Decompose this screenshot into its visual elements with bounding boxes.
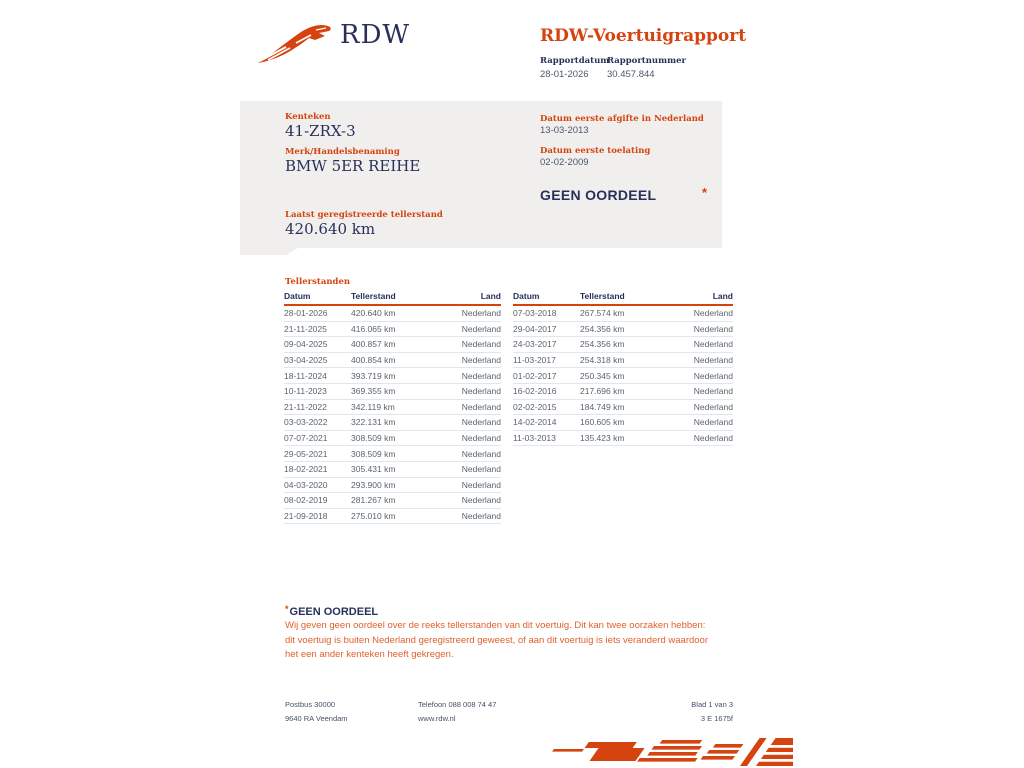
cell-tellerstand: 342.119 km bbox=[351, 401, 395, 412]
cell-datum: 11-03-2013 bbox=[513, 433, 556, 444]
cell-tellerstand: 217.696 km bbox=[580, 386, 625, 397]
rdw-wordmark: RDW bbox=[340, 20, 411, 50]
cell-land: Nederland bbox=[461, 448, 501, 459]
cell-datum: 29-04-2017 bbox=[513, 323, 557, 334]
cell-tellerstand: 184.749 km bbox=[580, 401, 625, 412]
table-row bbox=[513, 400, 733, 416]
eerste-afgifte-value: 13-03-2013 bbox=[540, 125, 589, 136]
cell-datum: 29-05-2021 bbox=[284, 448, 328, 459]
table-row bbox=[284, 384, 501, 400]
kenteken-value: 41-ZRX-3 bbox=[285, 122, 356, 140]
cell-datum: 04-03-2020 bbox=[284, 479, 328, 490]
cell-tellerstand: 322.131 km bbox=[351, 417, 396, 428]
footnote-heading bbox=[285, 604, 378, 618]
table-row bbox=[284, 353, 501, 369]
cell-datum: 07-03-2018 bbox=[513, 308, 557, 319]
speed-lines-graphic-icon bbox=[545, 736, 793, 768]
cell-land: Nederland bbox=[461, 355, 501, 366]
table-row bbox=[513, 306, 733, 322]
cell-datum: 02-02-2015 bbox=[513, 401, 557, 412]
table-row bbox=[284, 337, 501, 353]
table-header-row bbox=[513, 291, 733, 306]
cell-datum: 03-03-2022 bbox=[284, 417, 328, 428]
table-row bbox=[513, 368, 733, 384]
cell-tellerstand: 308.509 km bbox=[351, 433, 396, 444]
cell-land: Nederland bbox=[461, 495, 501, 506]
cell-tellerstand: 308.509 km bbox=[351, 448, 396, 459]
cell-datum: 01-02-2017 bbox=[513, 370, 557, 381]
table-row bbox=[284, 493, 501, 509]
cell-tellerstand: 267.574 km bbox=[580, 308, 625, 319]
cell-datum: 18-02-2021 bbox=[284, 464, 328, 475]
cell-land: Nederland bbox=[461, 417, 501, 428]
cell-tellerstand: 369.355 km bbox=[351, 386, 396, 397]
table-row bbox=[284, 478, 501, 494]
cell-datum: 21-09-2018 bbox=[284, 511, 328, 522]
cell-land: Nederland bbox=[693, 323, 733, 334]
cell-land: Nederland bbox=[461, 308, 501, 319]
cell-land: Nederland bbox=[461, 386, 501, 397]
column-header-datum: Datum bbox=[284, 291, 311, 301]
table-row bbox=[284, 400, 501, 416]
footer-phone: Telefoon 088 008 74 47 bbox=[418, 700, 497, 709]
cell-land: Nederland bbox=[693, 386, 733, 397]
footnote-text: Wij geven geen oordeel over de reeks tellerstanden van dit voertuig. Dit kan twee oorzaken hebben: dit voertuig is buiten Nederland geregistreerd geweest, of aan dit voertuig is iets veranderd waardoor het een ander kenteken heeft gekregen. bbox=[285, 620, 708, 660]
cell-datum: 03-04-2025 bbox=[284, 355, 328, 366]
column-header-datum: Datum bbox=[513, 291, 540, 301]
report-number-value: 30.457.844 bbox=[607, 69, 655, 80]
cell-datum: 08-02-2019 bbox=[284, 495, 328, 506]
cell-tellerstand: 160.605 km bbox=[580, 417, 625, 428]
cell-tellerstand: 393.719 km bbox=[351, 370, 396, 381]
laatste-tellerstand-value: 420.640 km bbox=[285, 220, 376, 238]
cell-land: Nederland bbox=[461, 339, 501, 350]
cell-tellerstand: 250.345 km bbox=[580, 370, 625, 381]
table-row bbox=[513, 337, 733, 353]
eerste-afgifte-label: Datum eerste afgifte in Nederland bbox=[540, 114, 704, 124]
eerste-toelating-label: Datum eerste toelating bbox=[540, 146, 651, 156]
cell-tellerstand: 135.423 km bbox=[580, 433, 625, 444]
cell-tellerstand: 281.267 km bbox=[351, 495, 396, 506]
table-row bbox=[284, 322, 501, 338]
cell-tellerstand: 293.900 km bbox=[351, 479, 396, 490]
footnote-title: GEEN OORDEEL bbox=[289, 606, 379, 618]
cell-land: Nederland bbox=[693, 339, 733, 350]
cell-tellerstand: 420.640 km bbox=[351, 308, 396, 319]
cell-datum: 11-03-2017 bbox=[513, 355, 556, 366]
report-date-label: Rapportdatum bbox=[540, 56, 610, 66]
table-row bbox=[513, 431, 733, 447]
cell-datum: 21-11-2025 bbox=[284, 323, 327, 334]
cell-datum: 16-02-2016 bbox=[513, 386, 557, 397]
cell-land: Nederland bbox=[693, 308, 733, 319]
footer-website: www.rdw.nl bbox=[418, 714, 456, 723]
oordeel-footnote-marker: * bbox=[702, 185, 708, 200]
cell-land: Nederland bbox=[461, 511, 501, 522]
cell-land: Nederland bbox=[693, 370, 733, 381]
cell-land: Nederland bbox=[693, 401, 733, 412]
cell-land: Nederland bbox=[461, 479, 501, 490]
cell-tellerstand: 400.854 km bbox=[351, 355, 396, 366]
column-header-land: Land bbox=[480, 291, 501, 301]
table-row bbox=[284, 431, 501, 447]
cell-tellerstand: 305.431 km bbox=[351, 464, 396, 475]
cell-land: Nederland bbox=[693, 355, 733, 366]
cell-tellerstand: 416.065 km bbox=[351, 323, 396, 334]
table-row bbox=[513, 384, 733, 400]
table-row bbox=[284, 306, 501, 322]
cell-datum: 07-07-2021 bbox=[284, 433, 328, 444]
merk-label: Merk/Handelsbenaming bbox=[285, 147, 400, 157]
laatste-tellerstand-label: Laatst geregistreerde tellerstand bbox=[285, 210, 443, 220]
tellerstanden-table-right bbox=[513, 291, 733, 446]
report-date-value: 28-01-2026 bbox=[540, 69, 589, 80]
cell-tellerstand: 400.857 km bbox=[351, 339, 396, 350]
column-header-tellerstand: Tellerstand bbox=[580, 291, 625, 301]
cell-datum: 10-11-2023 bbox=[284, 386, 327, 397]
cell-land: Nederland bbox=[461, 370, 501, 381]
cell-datum: 14-02-2014 bbox=[513, 417, 557, 428]
cell-tellerstand: 254.356 km bbox=[580, 339, 625, 350]
cell-datum: 21-11-2022 bbox=[284, 401, 327, 412]
cell-tellerstand: 254.356 km bbox=[580, 323, 625, 334]
cell-land: Nederland bbox=[693, 417, 733, 428]
table-row bbox=[284, 415, 501, 431]
footer-page-number: Blad 1 van 3 bbox=[691, 700, 733, 709]
cell-datum: 18-11-2024 bbox=[284, 370, 327, 381]
table-row bbox=[513, 322, 733, 338]
table-row bbox=[284, 462, 501, 478]
vehicle-summary-box bbox=[240, 101, 722, 248]
vehicle-box-tab bbox=[240, 248, 298, 255]
table-row bbox=[284, 509, 501, 525]
tellerstanden-section-title: Tellerstanden bbox=[285, 277, 351, 287]
cell-datum: 28-01-2026 bbox=[284, 308, 328, 319]
eerste-toelating-value: 02-02-2009 bbox=[540, 157, 589, 168]
merk-value: BMW 5ER REIHE bbox=[285, 157, 421, 175]
footnote-marker: * bbox=[285, 604, 289, 614]
cell-tellerstand: 254.318 km bbox=[580, 355, 625, 366]
cell-land: Nederland bbox=[461, 464, 501, 475]
footer-form-code: 3 E 1675f bbox=[700, 714, 733, 723]
cell-land: Nederland bbox=[693, 433, 733, 444]
table-row bbox=[284, 368, 501, 384]
kenteken-label: Kenteken bbox=[285, 112, 331, 122]
tellerstanden-table-left bbox=[284, 291, 501, 524]
table-row bbox=[284, 446, 501, 462]
cell-land: Nederland bbox=[461, 433, 501, 444]
footer-address-line1: Postbus 30000 bbox=[285, 700, 336, 709]
footer-address-line2: 9640 RA Veendam bbox=[285, 714, 348, 723]
cell-tellerstand: 275.010 km bbox=[351, 511, 396, 522]
table-header-row bbox=[284, 291, 501, 306]
rdw-logo-bird-icon bbox=[256, 16, 336, 66]
page-title: RDW-Voertuigrapport bbox=[540, 26, 747, 46]
oordeel-status: GEEN OORDEEL bbox=[540, 187, 657, 203]
table-row bbox=[513, 353, 733, 369]
cell-datum: 09-04-2025 bbox=[284, 339, 328, 350]
cell-datum: 24-03-2017 bbox=[513, 339, 557, 350]
cell-land: Nederland bbox=[461, 323, 501, 334]
report-number-label: Rapportnummer bbox=[607, 56, 686, 66]
column-header-land: Land bbox=[712, 291, 733, 301]
cell-land: Nederland bbox=[461, 401, 501, 412]
column-header-tellerstand: Tellerstand bbox=[351, 291, 396, 301]
table-row bbox=[513, 415, 733, 431]
